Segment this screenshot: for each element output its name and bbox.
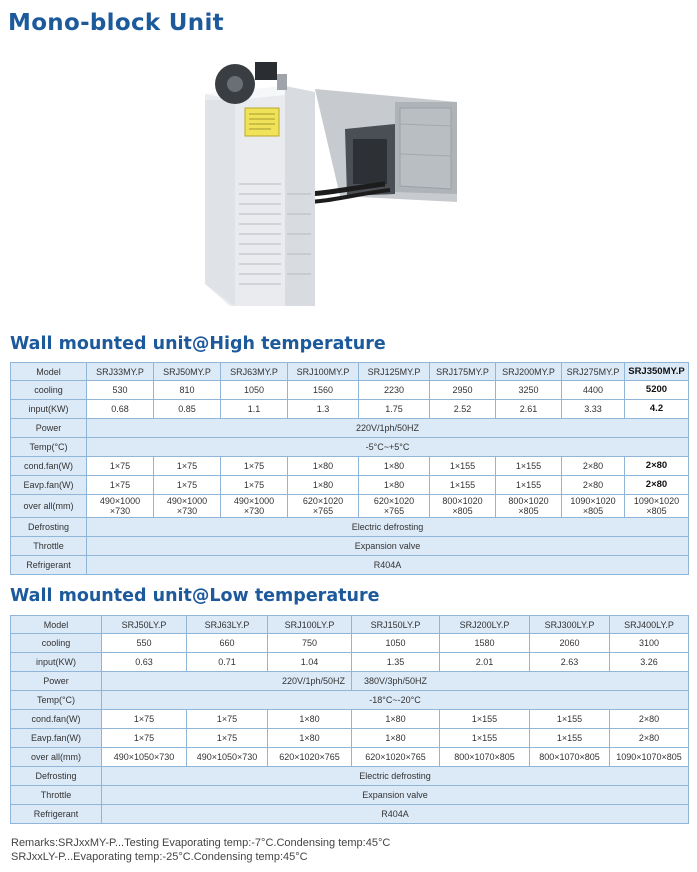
cooling-cell: 2230 xyxy=(359,381,430,400)
overall-line-2: ×730 xyxy=(109,506,131,516)
overall-line-2: ×765 xyxy=(383,506,405,516)
overall-line-2: ×805 xyxy=(582,506,604,516)
low-temp-section-title: Wall mounted unit@Low temperature xyxy=(10,586,380,606)
evap-fan-cell: 2×80 xyxy=(625,476,689,495)
evap-fan-cell: 1×80 xyxy=(288,476,359,495)
input-cell: 0.85 xyxy=(154,400,221,419)
model-cell: SRJ100LY.P xyxy=(268,616,352,634)
overall-cell: 800×1070×805 xyxy=(440,748,530,767)
overall-cell xyxy=(288,495,359,518)
evap-fan-label: Eavp.fan(W) xyxy=(11,476,87,495)
table-row xyxy=(11,400,689,419)
throttle-value: Expansion valve xyxy=(102,786,689,805)
overall-cell xyxy=(359,495,430,518)
temp-value: -18°C~-20°C xyxy=(102,691,689,710)
table-row xyxy=(11,457,689,476)
cond-fan-cell: 1×75 xyxy=(102,710,187,729)
table-row xyxy=(11,616,689,634)
model-cell: SRJ50LY.P xyxy=(102,616,187,634)
cond-fan-cell: 1×155 xyxy=(496,457,562,476)
cooling-cell: 810 xyxy=(154,381,221,400)
overall-cell: 490×1050×730 xyxy=(187,748,268,767)
cond-fan-cell: 1×75 xyxy=(187,710,268,729)
evap-fan-cell: 1×80 xyxy=(359,476,430,495)
power-value-single-phase: 220V/1ph/50HZ xyxy=(102,672,352,691)
temp-label: Temp(°C) xyxy=(11,691,102,710)
table-row xyxy=(11,748,689,767)
cooling-cell: 3100 xyxy=(610,634,689,653)
overall-cell xyxy=(496,495,562,518)
evap-fan-cell: 1×75 xyxy=(102,729,187,748)
cooling-cell: 1050 xyxy=(352,634,440,653)
table-row xyxy=(11,476,689,495)
overall-line-1: 1090×1020 xyxy=(570,496,616,506)
refrigerant-value: R404A xyxy=(102,805,689,824)
input-cell: 1.04 xyxy=(268,653,352,672)
table-row xyxy=(11,381,689,400)
temp-label: Temp(°C) xyxy=(11,438,87,457)
table-row xyxy=(11,767,689,786)
overall-line-1: 800×1020 xyxy=(442,496,483,506)
overall-line-1: 1090×1020 xyxy=(633,496,680,506)
evap-fan-cell: 1×80 xyxy=(352,729,440,748)
overall-cell xyxy=(87,495,154,518)
cond-fan-cell: 1×75 xyxy=(154,457,221,476)
input-cell: 3.26 xyxy=(610,653,689,672)
overall-cell: 1090×1070×805 xyxy=(610,748,689,767)
overall-line-1: 490×1000 xyxy=(99,496,141,506)
model-cell: SRJ300LY.P xyxy=(530,616,610,634)
cooling-cell: 4400 xyxy=(562,381,625,400)
throttle-value: Expansion valve xyxy=(87,537,689,556)
table-row xyxy=(11,556,689,575)
model-cell: SRJ275MY.P xyxy=(562,363,625,381)
table-row xyxy=(11,805,689,824)
overall-cell xyxy=(625,495,689,518)
overall-line-2: ×730 xyxy=(176,506,198,516)
table-row xyxy=(11,653,689,672)
cooling-cell: 530 xyxy=(87,381,154,400)
refrigerant-label: Refrigerant xyxy=(11,805,102,824)
throttle-label: Throttle xyxy=(11,786,102,805)
evap-fan-cell: 2×80 xyxy=(562,476,625,495)
input-label: input(KW) xyxy=(11,653,102,672)
cond-fan-cell: 1×80 xyxy=(359,457,430,476)
evap-fan-cell: 1×75 xyxy=(221,476,288,495)
model-cell: SRJ50MY.P xyxy=(154,363,221,381)
refrigerant-value: R404A xyxy=(87,556,689,575)
cond-fan-cell: 2×80 xyxy=(610,710,689,729)
cooling-cell: 550 xyxy=(102,634,187,653)
input-cell: 1.75 xyxy=(359,400,430,419)
evap-fan-cell: 1×155 xyxy=(440,729,530,748)
model-cell: SRJ175MY.P xyxy=(430,363,496,381)
table-row xyxy=(11,438,689,457)
model-cell: SRJ33MY.P xyxy=(87,363,154,381)
model-cell: SRJ63MY.P xyxy=(221,363,288,381)
evap-fan-cell: 2×80 xyxy=(610,729,689,748)
model-cell: SRJ200MY.P xyxy=(496,363,562,381)
input-label: input(KW) xyxy=(11,400,87,419)
defrost-value: Electric defrosting xyxy=(102,767,689,786)
overall-cell xyxy=(562,495,625,518)
table-row xyxy=(11,710,689,729)
overall-cell: 490×1050×730 xyxy=(102,748,187,767)
high-temp-section-title: Wall mounted unit@High temperature xyxy=(10,334,386,354)
cond-fan-cell: 1×80 xyxy=(268,710,352,729)
input-cell: 0.63 xyxy=(102,653,187,672)
input-cell: 4.2 xyxy=(625,400,689,419)
cooling-cell: 1580 xyxy=(440,634,530,653)
overall-line-2: ×805 xyxy=(518,506,539,516)
cond-fan-cell: 2×80 xyxy=(625,457,689,476)
overall-line-1: 620×1020 xyxy=(373,496,415,506)
cooling-cell: 1560 xyxy=(288,381,359,400)
model-cell: SRJ100MY.P xyxy=(288,363,359,381)
cooling-cell: 1050 xyxy=(221,381,288,400)
overall-cell: 620×1020×765 xyxy=(352,748,440,767)
model-cell: SRJ125MY.P xyxy=(359,363,430,381)
page-title: Mono-block Unit xyxy=(8,10,224,36)
cooling-cell: 2950 xyxy=(430,381,496,400)
table-row xyxy=(11,537,689,556)
overall-label: over all(mm) xyxy=(11,495,87,518)
table-row xyxy=(11,495,689,518)
overall-line-2: ×765 xyxy=(312,506,334,516)
power-label: Power xyxy=(11,672,102,691)
evap-fan-label: Eavp.fan(W) xyxy=(11,729,102,748)
input-cell: 2.63 xyxy=(530,653,610,672)
refrigerant-label: Refrigerant xyxy=(11,556,87,575)
table-row xyxy=(11,634,689,653)
cond-fan-cell: 1×75 xyxy=(87,457,154,476)
remarks-line-2: SRJxxLY-P...Evaporating temp:-25°C.Condensing temp:45°C xyxy=(11,851,308,863)
input-cell: 2.01 xyxy=(440,653,530,672)
table-row xyxy=(11,786,689,805)
table-row xyxy=(11,672,689,691)
low-temp-spec-table xyxy=(10,615,689,824)
model-cell: SRJ200LY.P xyxy=(440,616,530,634)
input-cell: 2.52 xyxy=(430,400,496,419)
model-label: Model xyxy=(11,363,87,381)
power-label: Power xyxy=(11,419,87,438)
evap-fan-cell: 1×155 xyxy=(530,729,610,748)
overall-line-2: ×805 xyxy=(646,506,667,516)
cooling-label: cooling xyxy=(11,381,87,400)
power-value: 220V/1ph/50HZ xyxy=(87,419,689,438)
overall-line-1: 800×1020 xyxy=(508,496,549,506)
input-cell: 0.68 xyxy=(87,400,154,419)
overall-label: over all(mm) xyxy=(11,748,102,767)
cond-fan-cell: 2×80 xyxy=(562,457,625,476)
overall-cell: 620×1020×765 xyxy=(268,748,352,767)
power-value-three-phase: 380V/3ph/50HZ xyxy=(352,672,689,691)
overall-line-1: 620×1020 xyxy=(302,496,344,506)
defrost-value: Electric defrosting xyxy=(87,518,689,537)
input-cell: 1.3 xyxy=(288,400,359,419)
cooling-cell: 660 xyxy=(187,634,268,653)
overall-cell xyxy=(221,495,288,518)
throttle-label: Throttle xyxy=(11,537,87,556)
overall-line-1: 490×1000 xyxy=(166,496,208,506)
cooling-cell: 2060 xyxy=(530,634,610,653)
cond-fan-label: cond.fan(W) xyxy=(11,710,102,729)
model-cell: SRJ400LY.P xyxy=(610,616,689,634)
defrost-label: Defrosting xyxy=(11,767,102,786)
input-cell: 3.33 xyxy=(562,400,625,419)
cond-fan-cell: 1×155 xyxy=(440,710,530,729)
cooling-cell: 5200 xyxy=(625,381,689,400)
evap-fan-cell: 1×155 xyxy=(430,476,496,495)
table-row xyxy=(11,363,689,381)
cond-fan-cell: 1×155 xyxy=(430,457,496,476)
table-row xyxy=(11,518,689,537)
evap-fan-cell: 1×75 xyxy=(154,476,221,495)
evap-fan-cell: 1×155 xyxy=(496,476,562,495)
table-row xyxy=(11,691,689,710)
table-row xyxy=(11,729,689,748)
remarks-line-1: Remarks:SRJxxMY-P...Testing Evaporating temp:-7°C.Condensing temp:45°C xyxy=(11,837,391,849)
overall-cell xyxy=(154,495,221,518)
model-label: Model xyxy=(11,616,102,634)
input-cell: 1.1 xyxy=(221,400,288,419)
input-cell: 0.71 xyxy=(187,653,268,672)
evap-fan-cell: 1×75 xyxy=(187,729,268,748)
cond-fan-cell: 1×155 xyxy=(530,710,610,729)
overall-cell xyxy=(430,495,496,518)
input-cell: 1.35 xyxy=(352,653,440,672)
input-cell: 2.61 xyxy=(496,400,562,419)
cooling-cell: 3250 xyxy=(496,381,562,400)
cond-fan-cell: 1×80 xyxy=(352,710,440,729)
cond-fan-cell: 1×80 xyxy=(288,457,359,476)
model-cell: SRJ63LY.P xyxy=(187,616,268,634)
cooling-label: cooling xyxy=(11,634,102,653)
remarks xyxy=(11,836,390,864)
overall-line-2: ×730 xyxy=(243,506,265,516)
high-temp-spec-table xyxy=(10,362,689,575)
overall-line-1: 490×1000 xyxy=(233,496,275,506)
model-cell: SRJ350MY.P xyxy=(625,363,689,381)
cond-fan-cell: 1×75 xyxy=(221,457,288,476)
overall-line-2: ×805 xyxy=(452,506,473,516)
evap-fan-cell: 1×80 xyxy=(268,729,352,748)
cooling-cell: 750 xyxy=(268,634,352,653)
mono-block-refrigeration-unit-photo xyxy=(195,44,495,314)
evap-fan-cell: 1×75 xyxy=(87,476,154,495)
overall-cell: 800×1070×805 xyxy=(530,748,610,767)
cond-fan-label: cond.fan(W) xyxy=(11,457,87,476)
model-cell: SRJ150LY.P xyxy=(352,616,440,634)
table-row xyxy=(11,419,689,438)
temp-value: -5°C~+5°C xyxy=(87,438,689,457)
defrost-label: Defrosting xyxy=(11,518,87,537)
